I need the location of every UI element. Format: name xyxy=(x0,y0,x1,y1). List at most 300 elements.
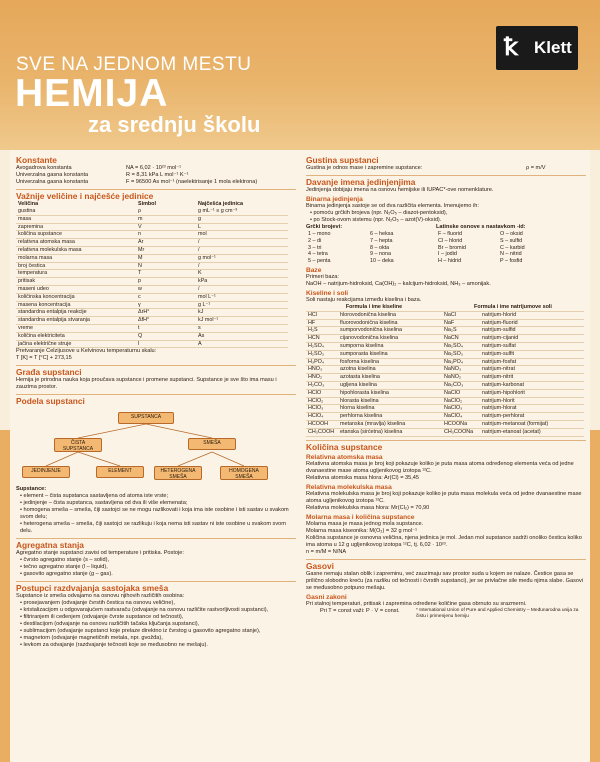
acid-cell: NaClO₄ xyxy=(442,413,480,421)
velicina-cell: g mol⁻¹ xyxy=(196,254,288,262)
konstanta-row xyxy=(16,172,296,179)
velicina-cell: molarna masa xyxy=(16,254,136,262)
velicina-row xyxy=(16,270,288,278)
bullet-icon: • xyxy=(310,210,314,217)
velicina-row xyxy=(16,254,288,262)
velicina-cell: L xyxy=(196,223,288,231)
diagram-jedinjenje: JEDINJENJE xyxy=(22,466,70,478)
bullet-text: sublimacijom (odvajanje supstanci koje prelaze direktno iz čvrstog u gasovito agregatno stanje), xyxy=(23,628,261,635)
velicina-cell: broj čestica xyxy=(16,262,136,270)
logo-name: Klett xyxy=(534,38,572,57)
bullet-item xyxy=(16,564,296,571)
acid-cell: NaNO₂ xyxy=(442,374,480,382)
pair-cell: P – fosfid xyxy=(500,258,523,265)
bullet-text: jedinjenje – čista supstanca, sastavljena od dva ili više elemenata; xyxy=(23,500,188,507)
temp-note: Pretvaranje Celzijusove u Kelvinovu temperaturnu skalu: xyxy=(16,348,157,355)
velicina-row xyxy=(16,215,288,223)
velicina-cell: ρ xyxy=(136,208,196,215)
pair-cell: 6 – heksa xyxy=(370,231,394,238)
velicina-row xyxy=(16,262,288,270)
pair-cell: F – fluorid xyxy=(438,231,462,238)
bullet-icon: • xyxy=(20,628,24,635)
acid-row xyxy=(306,389,584,397)
binarna-heading: Binarna jedinjenja xyxy=(306,196,363,204)
konstanta-row xyxy=(16,165,296,172)
velicina-cell: w xyxy=(136,286,196,294)
velicina-cell: / xyxy=(196,286,288,294)
acid-row xyxy=(306,428,584,436)
col-velicina: Veličina xyxy=(18,201,39,208)
grcki-heading: Grčki brojevi: xyxy=(306,224,343,231)
gradja-text: Hemija je prirodna nauka koja proučava supstance i promene supstanci. Supstance je sve što ima masu i zauzima prostor. xyxy=(16,377,277,391)
acid-row xyxy=(306,319,584,327)
acid-cell: HClO₃ xyxy=(306,405,338,413)
acid-cell: azotasta kiselina xyxy=(338,374,442,382)
velicina-cell: m xyxy=(136,215,196,223)
velicina-cell: vreme xyxy=(16,325,136,333)
acid-cell: NaClO xyxy=(442,389,480,397)
pair-cell: 10 – deka xyxy=(370,258,394,265)
bullet-text: po Stock-ovom sistemu (npr. N₂O₅ – azot(V)-oksid). xyxy=(313,217,442,224)
acid-cell: HNO₂ xyxy=(306,374,338,382)
acid-cell: HCN xyxy=(306,335,338,343)
pair-row xyxy=(436,238,560,245)
acid-cell: hlorna kiselina xyxy=(338,405,442,413)
velicina-cell: t xyxy=(136,325,196,333)
velicina-cell: V xyxy=(136,223,196,231)
acid-cell: sumporna kiselina xyxy=(338,343,442,351)
binarna-text: Binarna jedinjenja sastoje se od dva različita elementa. Imenujemo ih: xyxy=(306,203,479,210)
velicina-row xyxy=(16,208,288,215)
velicina-cell: mol xyxy=(196,231,288,239)
acid-cell: HCOONa xyxy=(442,421,480,429)
acid-cell: natrijum-hipohlorit xyxy=(480,389,584,397)
davanje-heading: Davanje imena jedinjenjima xyxy=(306,175,586,187)
pair-row xyxy=(436,251,560,258)
acid-header-salt: Formula i ime natrijumove soli xyxy=(442,304,584,311)
molarna-line: Količina supstance je osnovna veličina, njena jedinica je mol. Jedan mol supstance sadrži onoliko čestica koliko ima atoma u 12 g ugljenikovog izotopa ¹²C, tj. 6,02 · 10²³. xyxy=(306,534,582,548)
acid-cell: CH₃COOH xyxy=(306,428,338,436)
bullet-icon: • xyxy=(20,642,24,649)
acid-cell: CH₃COONa xyxy=(442,428,480,436)
razdvajanje-heading: Postupci razdvajanja sastojaka smeša xyxy=(16,581,296,593)
bullet-text: čvrsto agregatno stanje (s – solid), xyxy=(23,557,110,564)
bullet-icon: • xyxy=(20,621,24,628)
diagram-cista-supstanca: ČISTA SUPSTANCA xyxy=(54,438,102,452)
bullet-text: kristalizacijom u odgovarajućem rastvaraču (odvajanje na osnovu različite rastvorljivosti supstanci), xyxy=(23,607,269,614)
konstanta-name: Univerzalna gasna konstanta xyxy=(16,172,89,179)
velicina-cell: količinska koncentracija xyxy=(16,293,136,301)
konstanta-value: R = 8,31 kPa L mol⁻¹ K⁻¹ xyxy=(126,172,189,179)
acid-cell: natrijum-nitrat xyxy=(480,366,584,374)
velicina-cell: pritisak xyxy=(16,278,136,286)
velicine-table xyxy=(16,201,288,348)
diagram-smesa: SMEŠA xyxy=(188,438,236,450)
grcki-block xyxy=(306,224,436,265)
pair-cell: 2 – di xyxy=(308,237,322,244)
pair-row xyxy=(436,258,560,265)
bullet-icon: • xyxy=(20,557,24,564)
pair-row xyxy=(306,238,430,245)
baze-text: Primeri baza: xyxy=(306,274,339,281)
right-column xyxy=(306,150,586,620)
acid-cell: H₂SO₄ xyxy=(306,343,338,351)
content-sheet xyxy=(10,150,590,762)
zakoni-text: Pri stalnoj temperaturi, pritisak i zapremina određene količine gasa obrnuto su srazmerni. xyxy=(306,600,527,607)
bullet-icon: • xyxy=(310,217,314,224)
tagline: SVE NA JEDNOM MESTU xyxy=(16,54,252,75)
acid-cell: Na₃PO₄ xyxy=(442,358,480,366)
bullet-text: element – čista supstanca sastavljena od atoma iste vrste; xyxy=(23,493,169,500)
diagram-heterogena: HETEROGENA SMEŠA xyxy=(154,466,202,480)
velicina-cell: količina supstance xyxy=(16,231,136,239)
acid-row xyxy=(306,343,584,351)
acid-cell: natrijum-hlorat xyxy=(480,405,584,413)
bullet-item xyxy=(16,642,296,649)
gasovi-text: Gasne nemaju stalan oblik i zapreminu, već zauzimaju sav prostor suda u kojem se nalaze. Čestice gasa se prilično slobodno kreću (za razliku od tečnosti i čvrstih supstanci), jer se privlačne sile među njima slabe. Gasovi se međusobno potpuno mešaju. xyxy=(306,570,584,591)
gustina-text: Gustina je odnos mase i zapremine supstance: xyxy=(306,165,423,171)
acid-cell: HF xyxy=(306,319,338,327)
bullet-text: magnetom (odvajanje magnetičnih metala, npr. gvožđa), xyxy=(23,635,163,642)
diagram-supstanca: SUPSTANCA xyxy=(118,412,174,424)
acid-cell: hlorovodonična kiselina xyxy=(338,311,442,319)
acid-cell: perhlorna kiselina xyxy=(338,413,442,421)
acid-cell: NaNO₃ xyxy=(442,366,480,374)
acid-cell: HClO xyxy=(306,389,338,397)
molarna-heading: Molarna masa i količina supstance xyxy=(306,513,415,521)
pair-cell: H – hidrid xyxy=(438,258,462,265)
latinske-block xyxy=(436,224,586,265)
pair-row xyxy=(436,245,560,252)
velicina-cell: Ar xyxy=(136,239,196,247)
velicina-cell: gustina xyxy=(16,208,136,215)
bullet-item xyxy=(16,571,296,578)
pair-cell: 3 – tri xyxy=(308,244,322,251)
agregatna-heading: Agregatna stanja xyxy=(16,538,296,550)
acid-cell: fosforna kiselina xyxy=(338,358,442,366)
bullet-item xyxy=(16,628,296,635)
bullet-text: homogena smeša – smeša, čiji sastojci se ne mogu razlikovati i koja ima iste osobine i isti sastav u svakom svom delu; xyxy=(20,507,289,521)
temp-formula: T [K] = T [°C] + 273,15 xyxy=(16,355,72,362)
atomska-example: Relativna atomska masa hlora: Ar(Cl) = 35,45 xyxy=(306,474,420,481)
kiseline-text: Soli nastaju reakcijama između kiselina i baza. xyxy=(306,297,422,304)
bullet-item xyxy=(16,521,296,535)
acid-cell: H₂CO₃ xyxy=(306,382,338,390)
velicina-cell: n xyxy=(136,231,196,239)
bullet-icon: • xyxy=(20,521,24,528)
velicina-cell: I xyxy=(136,340,196,348)
acid-cell: etanska (sirćetna) kiselina xyxy=(338,428,442,436)
poster-subtitle: za srednju školu xyxy=(88,112,261,137)
velicina-cell: relativna molekulska masa xyxy=(16,247,136,255)
gustina-heading: Gustina supstanci xyxy=(306,155,379,165)
acid-cell: Na₂S xyxy=(442,327,480,335)
acid-row xyxy=(306,421,584,429)
bullet-text: tečno agregatno stanje (l – liquid), xyxy=(23,564,108,571)
acid-cell: NaClO₂ xyxy=(442,397,480,405)
razdvajanje-list xyxy=(16,600,296,649)
col-jedinica: Najčešća jedinica xyxy=(198,201,243,208)
acid-cell: NaCl xyxy=(442,311,480,319)
gustina-row xyxy=(306,165,586,172)
acid-row xyxy=(306,366,584,374)
velicina-cell: K xyxy=(196,270,288,278)
bullet-item xyxy=(16,621,296,628)
velicina-cell: c xyxy=(136,293,196,301)
velicine-heading: Važnije veličine i najčešće jedinice xyxy=(16,189,296,201)
zakoni-heading: Gasni zakoni xyxy=(306,593,347,601)
pair-cell: 5 – penta xyxy=(308,258,331,265)
supstance-label: Supstance: xyxy=(16,486,47,493)
velicina-row xyxy=(16,293,288,301)
bullet-icon: • xyxy=(20,571,24,578)
gradja-heading: Građa supstanci xyxy=(16,365,296,377)
velicina-row xyxy=(16,231,288,239)
velicina-cell: Mr xyxy=(136,247,196,255)
acid-cell: HCl xyxy=(306,311,338,319)
velicina-row xyxy=(16,301,288,309)
bullet-item xyxy=(306,210,586,217)
konstanta-name: Univerzalna gasna konstanta xyxy=(16,179,89,186)
pair-cell: 1 – mono xyxy=(308,231,331,238)
pair-cell: O – oksid xyxy=(500,231,523,238)
footnote: * International Union of Pure and Applied Chemistry – Međunarodna unija za čistu i primenjenu hemiju xyxy=(416,607,579,619)
davanje-text: Jedinjenja dobijaju imena na osnovu hemijske ili IUPAC*-ove nomenklature. xyxy=(306,187,494,194)
acid-cell: natrijum-karbonat xyxy=(480,382,584,390)
baze-examples: NaOH – natrijum-hidroksid, Ca(OH)₂ – kalcijum-hidroksid, NH₃ – amonijak. xyxy=(306,281,491,288)
bullet-icon: • xyxy=(20,493,24,500)
left-column xyxy=(16,150,296,649)
velicina-cell: količina elektriciteta xyxy=(16,332,136,340)
konstanta-row xyxy=(16,179,296,186)
acid-cell: Na₂SO₃ xyxy=(442,350,480,358)
bullet-icon: • xyxy=(20,500,24,507)
acid-cell: ugljena kiselina xyxy=(338,382,442,390)
acid-row xyxy=(306,350,584,358)
binarna-list xyxy=(306,210,586,224)
molarna-line: Molarna masa je masa jednog mola supstance. xyxy=(306,520,424,527)
bullet-icon: • xyxy=(20,507,24,514)
klett-logo xyxy=(496,26,578,70)
pair-cell: C – karbid xyxy=(500,244,525,251)
velicina-row xyxy=(16,325,288,333)
acid-row xyxy=(306,358,584,366)
konstanta-value: NA = 6,02 · 10²³ mol⁻¹ xyxy=(126,165,182,171)
acid-row xyxy=(306,413,584,421)
velicina-cell: p xyxy=(136,278,196,286)
pair-row xyxy=(306,251,430,258)
molekulska-text: Relativna molekulska masa je broj koji pokazuje koliko je puta masa molekula veća od jedne dvanaestine mase atoma ugljenikovog izotopa ¹²C. xyxy=(306,490,582,504)
acid-cell: Na₂SO₄ xyxy=(442,343,480,351)
podela-diagram xyxy=(16,408,286,486)
pair-cell: I – jodid xyxy=(438,251,457,258)
velicina-cell: g L⁻¹ xyxy=(196,301,288,309)
header xyxy=(0,0,600,150)
velicina-row xyxy=(16,332,288,340)
bullet-item xyxy=(16,557,296,564)
acid-cell: NaF xyxy=(442,319,480,327)
velicina-cell: kJ mol⁻¹ xyxy=(196,317,288,325)
acid-cell: hipohlorasta kiselina xyxy=(338,389,442,397)
atomska-text: Relativna atomska masa je broj koji pokazuje koliko je puta masa atoma određenog elementa veća od jedne dvanaestine mase atoma ugljenikovog izotopa ¹²C. xyxy=(306,460,574,474)
velicina-cell: kJ xyxy=(196,309,288,317)
pair-row xyxy=(306,231,430,238)
numbers-block xyxy=(306,224,586,265)
konstante-heading: Konstante xyxy=(16,155,57,165)
zakoni-formula: Pri T = const važi: P · V = const. xyxy=(320,607,400,614)
velicina-row xyxy=(16,309,288,317)
pair-cell: 9 – nona xyxy=(370,251,391,258)
acid-cell: natrijum-hlorid xyxy=(480,311,584,319)
velicina-cell: s xyxy=(196,325,288,333)
acid-cell: HCOOH xyxy=(306,421,338,429)
pair-row xyxy=(306,258,430,265)
velicina-cell: masa xyxy=(16,215,136,223)
velicina-cell: A xyxy=(196,340,288,348)
pair-row xyxy=(436,231,560,238)
acid-cell: natrijum-sulfat xyxy=(480,343,584,351)
bullet-icon: • xyxy=(20,614,24,621)
acid-cell: natrijum-fosfat xyxy=(480,358,584,366)
velicina-cell: / xyxy=(196,262,288,270)
acid-cell: sumporvodonična kiselina xyxy=(338,327,442,335)
acid-cell: natrijum-hlorit xyxy=(480,397,584,405)
velicina-cell: zapremina xyxy=(16,223,136,231)
acid-cell: HNO₃ xyxy=(306,366,338,374)
pair-cell: Cl – hlorid xyxy=(438,237,463,244)
bullet-text: heterogena smeša – smeša, čiji sastojci se razlikuju i koja nema isti sastav ni iste osobine u svakom svom delu. xyxy=(20,521,286,535)
molarna-line: Molarna masa kiseonika: M(O₂) = 32 g mol⁻¹ xyxy=(306,527,417,534)
acid-cell: natrijum-perhlorat xyxy=(480,413,584,421)
acid-row xyxy=(306,311,584,319)
konstanta-value: F = 96500 As mol⁻¹ (naelektrisanje 1 mola elektrona) xyxy=(126,179,258,186)
acid-cell: cijanovodonična kiselina xyxy=(338,335,442,343)
acid-cell: natrijum-nitrit xyxy=(480,374,584,382)
velicina-cell: N xyxy=(136,262,196,270)
acid-cell: natrijum-etanoat (acetat) xyxy=(480,428,584,436)
bullet-item xyxy=(16,607,296,614)
pair-cell: 4 – tetra xyxy=(308,251,328,258)
diagram-homogena: HOMOGENA SMEŠA xyxy=(220,466,268,480)
pair-cell: 7 – hepta xyxy=(370,237,393,244)
acid-cell: natrijum-sulfit xyxy=(480,350,584,358)
acid-cell: natrijum-sulfid xyxy=(480,327,584,335)
bullet-icon: • xyxy=(20,564,24,571)
velicina-row xyxy=(16,278,288,286)
velicina-cell: / xyxy=(196,247,288,255)
bullet-text: filtriranjem ili ceđenjem (odvajanje čvrste supstance od tečnosti), xyxy=(23,614,184,621)
acid-row xyxy=(306,374,584,382)
acid-cell: NaClO₃ xyxy=(442,405,480,413)
bullet-item xyxy=(16,493,296,500)
konstanta-name: Avogadrova konstanta xyxy=(16,165,72,171)
velicina-row xyxy=(16,247,288,255)
bullet-text: levkom za odvajanje (razdvajanje tečnosti koje se međusobno ne mešaju). xyxy=(23,642,208,649)
kiseline-heading: Kiseline i soli xyxy=(306,290,349,298)
acid-cell: HClO₄ xyxy=(306,413,338,421)
bullet-item xyxy=(16,500,296,507)
acid-cell: hlorasta kiselina xyxy=(338,397,442,405)
acids-table xyxy=(306,304,584,437)
velicina-cell: γ xyxy=(136,301,196,309)
velicina-row xyxy=(16,340,288,348)
velicina-cell: mol L⁻¹ xyxy=(196,293,288,301)
bullet-text: gasovito agregatno stanje (g – gas). xyxy=(23,571,113,578)
pair-cell: Br – bromid xyxy=(438,244,466,251)
acid-header-acid: Formula i ime kiseline xyxy=(306,304,442,311)
bullet-text: prosejavanjem (odvajanje čvrstih čestica na osnovu veličine), xyxy=(23,600,175,607)
velicina-cell: kPa xyxy=(196,278,288,286)
pair-cell: N – nitrid xyxy=(500,251,522,258)
velicina-cell: masena koncentracija xyxy=(16,301,136,309)
acid-cell: natrijum-fluorid xyxy=(480,319,584,327)
acid-cell: H₃PO₄ xyxy=(306,358,338,366)
razdvajanje-text: Supstance iz smeša odvajamo na osnovu njihovih različitih osobina: xyxy=(16,593,185,600)
acid-cell: azotna kiselina xyxy=(338,366,442,374)
acid-cell: NaCN xyxy=(442,335,480,343)
acid-cell: fluorovodonična kiselina xyxy=(338,319,442,327)
acid-row xyxy=(306,382,584,390)
bullet-item xyxy=(16,614,296,621)
acid-cell: H₂S xyxy=(306,327,338,335)
velicina-cell: standardna entalpija stvaranja xyxy=(16,317,136,325)
baze-heading: Baze xyxy=(306,267,322,275)
velicina-cell: T xyxy=(136,270,196,278)
bullet-text: pomoću grčkih brojeva (npr. N₂O₅ – diazot-pentoksid), xyxy=(313,210,448,217)
velicina-cell: ΔfH° xyxy=(136,317,196,325)
velicina-cell: jačina električne struje xyxy=(16,340,136,348)
acid-cell: sumporasta kiselina xyxy=(338,350,442,358)
pair-cell: 8 – okta xyxy=(370,244,390,251)
velicina-row xyxy=(16,317,288,325)
velicina-cell: M xyxy=(136,254,196,262)
pair-cell: S – sulfid xyxy=(500,237,523,244)
bullet-icon: • xyxy=(20,607,24,614)
klett-logo-icon: ꝁ xyxy=(504,34,518,61)
bullet-text: destilacijom (odvajanje na osnovu različitih tačaka ključanja supstanci), xyxy=(23,621,200,628)
acid-row xyxy=(306,335,584,343)
bullet-icon: • xyxy=(20,600,24,607)
acid-cell: natrijum-cijanid xyxy=(480,335,584,343)
acid-cell: natrijum-metanoat (formijat) xyxy=(480,421,584,429)
grcki-table xyxy=(306,231,430,265)
molarna-formula: n = m/M = N/NA xyxy=(306,548,347,555)
velicina-cell: temperatura xyxy=(16,270,136,278)
velicina-row xyxy=(16,223,288,231)
kolicina-heading: Količina supstance xyxy=(306,440,586,452)
molarna-list xyxy=(306,521,586,549)
supstance-list xyxy=(16,493,296,535)
bullet-item xyxy=(16,507,296,521)
acid-row xyxy=(306,405,584,413)
velicina-cell: standardna entalpija reakcije xyxy=(16,309,136,317)
velicina-cell: g xyxy=(196,215,288,223)
gustina-formula: ρ = m/V xyxy=(526,165,546,171)
col-simbol: Simbol xyxy=(138,201,156,208)
agregatna-list xyxy=(16,557,296,578)
poster-title: HEMIJA xyxy=(15,72,169,115)
zakoni-footer xyxy=(306,608,586,620)
acid-cell: H₂SO₃ xyxy=(306,350,338,358)
bullet-item xyxy=(306,217,586,224)
pair-row xyxy=(306,245,430,252)
bullet-icon: • xyxy=(20,635,24,642)
bullet-item xyxy=(16,600,296,607)
podela-heading: Podela supstanci xyxy=(16,394,296,406)
diagram-element: ELEMENT xyxy=(96,466,144,478)
velicina-row xyxy=(16,239,288,247)
velicina-cell: maseni udeo xyxy=(16,286,136,294)
